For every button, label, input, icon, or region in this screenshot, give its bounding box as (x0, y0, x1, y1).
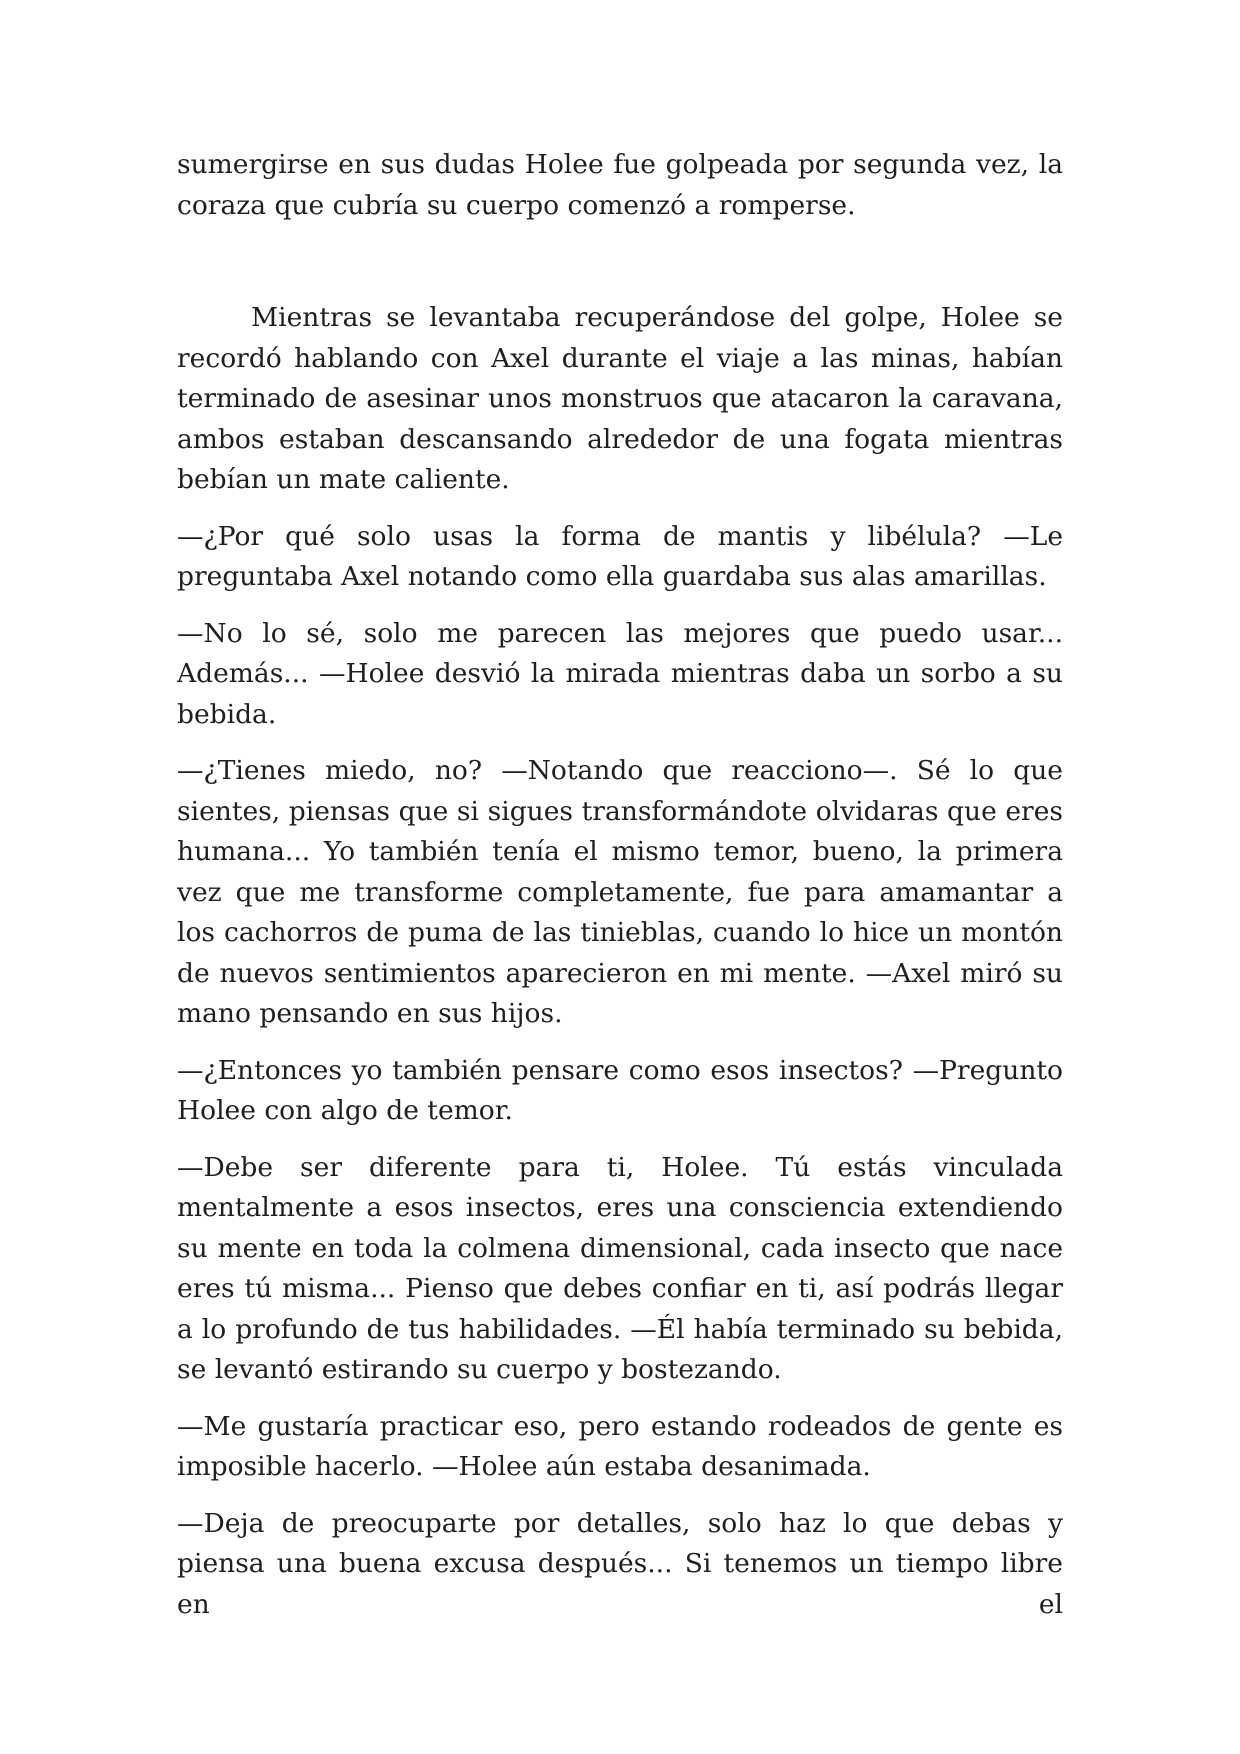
dialogue-paragraph: —Deja de preocuparte por detalles, solo haz lo que debas y piensa una buena excusa después... Si tenemos un tiempo libre en el (177, 1507, 1063, 1620)
page-body-text (177, 145, 1063, 1641)
dialogue-paragraph: —¿Tienes miedo, no? —Notando que reacciono—. Sé lo que sientes, piensas que si sigues transformándote olvidaras que eres humana... Yo también tenía el mismo temor, bueno, la primera vez que me transforme completamente, fue para amamantar a los cachorros de puma de las tinieblas, cuando lo hice un montón de nuevos sentimientos aparecieron en mi mente. —Axel miró su mano pensando en sus hijos. (177, 755, 1063, 1029)
paragraph: sumergirse en sus dudas Holee fue golpeada por segunda vez, la coraza que cubría su cuerpo comenzó a romperse. (177, 149, 1063, 221)
dialogue-paragraph: —¿Entonces yo también pensare como esos insectos? —Pregunto Holee con algo de temor. (177, 1054, 1063, 1126)
dialogue-paragraph: —Me gustaría practicar eso, pero estando rodeados de gente es imposible hacerlo. —Holee aún estaba desanimada. (177, 1410, 1063, 1482)
dialogue-paragraph: —Debe ser diferente para ti, Holee. Tú estás vinculada mentalmente a esos insectos, eres una consciencia extendiendo su mente en toda la colmena dimensional, cada insecto que nace eres tú misma... Pienso que debes confiar en ti, así podrás llegar a lo profundo de tus habilidades. —Él había terminado su bebida, se levantó estirando su cuerpo y bostezando. (177, 1151, 1063, 1385)
dialogue-paragraph: —¿Por qué solo usas la forma de mantis y libélula? —Le preguntaba Axel notando como ella guardaba sus alas amarillas. (177, 520, 1063, 592)
paragraph: Mientras se levantaba recuperándose del golpe, Holee se recordó hablando con Axel durante el viaje a las minas, habían terminado de asesinar unos monstruos que atacaron la caravana, ambos estaban descansando alrededor de una fogata mientras bebían un mate caliente. (177, 302, 1063, 495)
dialogue-paragraph: —No lo sé, solo me parecen las mejores que puedo usar... Además... —Holee desvió la mirada mientras daba un sorbo a su bebida. (177, 617, 1063, 730)
